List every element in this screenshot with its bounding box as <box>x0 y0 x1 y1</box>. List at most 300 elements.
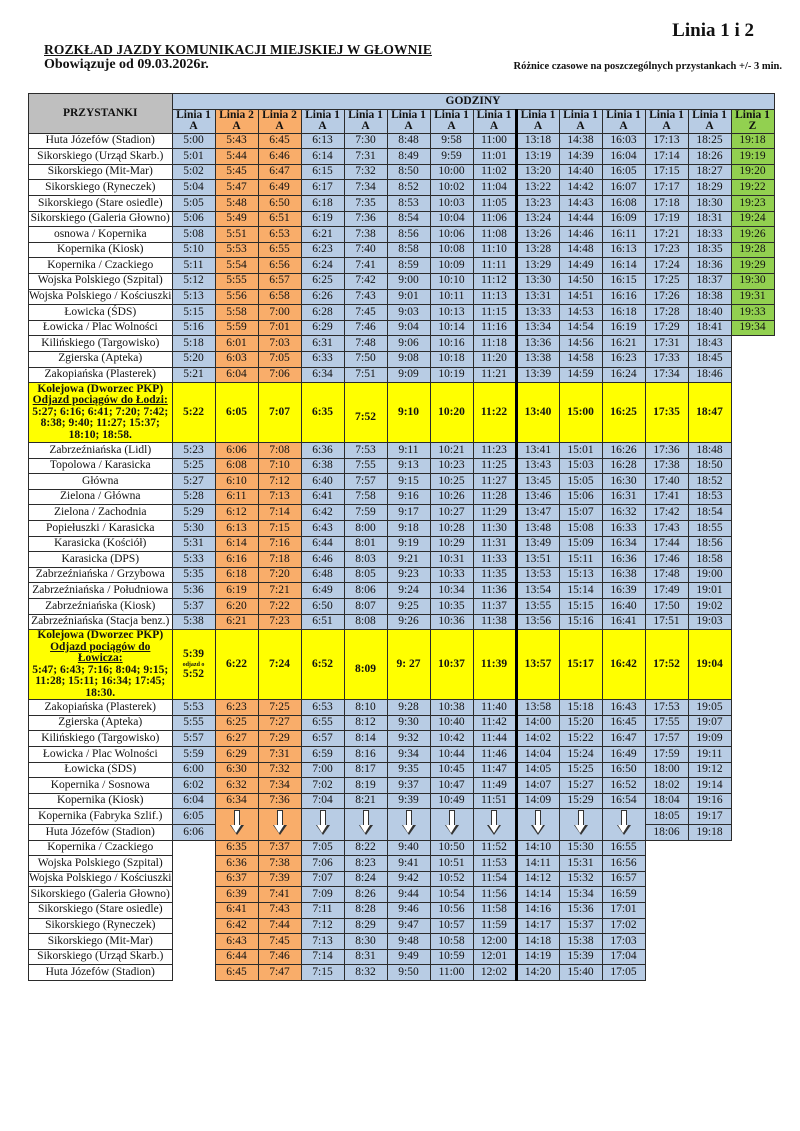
time-cell: 14:00 <box>516 715 559 731</box>
time-cell: 19:33 <box>731 305 774 321</box>
time-cell: 18:00 <box>645 762 688 778</box>
time-cell: 15:03 <box>559 458 602 474</box>
time-cell: 16:30 <box>602 474 645 490</box>
empty-cell <box>731 458 774 474</box>
time-cell: 8:06 <box>344 583 387 599</box>
time-cell: 17:50 <box>645 599 688 615</box>
time-cell: 6:50 <box>301 599 344 615</box>
empty-cell <box>172 871 215 887</box>
time-cell: 19:17 <box>688 809 731 825</box>
time-cell: 9:09 <box>387 367 430 383</box>
time-cell: 19:18 <box>731 133 774 149</box>
stop-name: Kilińskiego (Targowisko) <box>29 731 173 747</box>
time-cell: 14:19 <box>516 949 559 965</box>
table-row <box>29 536 775 552</box>
time-cell: 15:39 <box>559 949 602 965</box>
time-cell: 5:05 <box>172 195 215 211</box>
time-cell: 16:15 <box>602 273 645 289</box>
time-cell: 18:29 <box>688 180 731 196</box>
column-line-label: Linia 2 <box>262 108 297 121</box>
time-cell: 6:13 <box>215 521 258 537</box>
time-cell: 7:00 <box>258 305 301 321</box>
time-cell: 10:44 <box>430 747 473 763</box>
stop-name: Wojska Polskiego / Kościuszki <box>29 289 173 305</box>
column-variant-label: A <box>318 120 327 133</box>
column-variant-label: A <box>489 120 499 133</box>
time-cell: 6:19 <box>215 583 258 599</box>
time-cell: 9:04 <box>387 320 430 336</box>
time-cell: 9: 27 <box>387 630 430 700</box>
stop-name: osnowa / Kopernika <box>29 227 173 243</box>
empty-cell <box>731 614 774 630</box>
station-row <box>29 630 775 700</box>
time-cell: 19:04 <box>688 630 731 700</box>
time-cell: 13:41 <box>516 443 559 459</box>
time-cell: 6:46 <box>301 552 344 568</box>
time-cell: 7:46 <box>258 949 301 965</box>
stops-header: PRZYSTANKI <box>29 94 173 134</box>
time-cell: 17:02 <box>602 918 645 934</box>
time-cell: 7:43 <box>258 902 301 918</box>
time-cell: 7:15 <box>258 521 301 537</box>
time-cell: 7:40 <box>344 242 387 258</box>
time-cell: 6:15 <box>301 164 344 180</box>
time-cell: 7:48 <box>344 336 387 352</box>
time-cell: 8:50 <box>387 164 430 180</box>
stop-name: Zakopiańska (Plasterek) <box>29 700 173 716</box>
empty-cell <box>731 351 774 367</box>
time-cell: 5:55 <box>172 715 215 731</box>
departure-note: odjazd o <box>182 661 205 668</box>
time-cell: 8:26 <box>344 887 387 903</box>
stop-name: Huta Józefów (Stadion) <box>29 133 173 149</box>
empty-cell <box>731 965 774 981</box>
time-cell: 7:01 <box>258 320 301 336</box>
time-cell: 19:22 <box>731 180 774 196</box>
time-cell: 14:50 <box>559 273 602 289</box>
document-title: ROZKŁAD JAZDY KOMUNIKACJI MIEJSKIEJ W GŁOWNIE <box>44 42 432 57</box>
time-cell: 13:18 <box>516 133 559 149</box>
time-cell: 10:16 <box>430 336 473 352</box>
time-cell: 11:28 <box>473 489 516 505</box>
stop-name: Popiełuszki / Karasicka <box>29 521 173 537</box>
time-cell: 9:11 <box>387 443 430 459</box>
time-cell: 15:34 <box>559 887 602 903</box>
table-row <box>29 552 775 568</box>
time-cell: 11:54 <box>473 871 516 887</box>
time-cell: 7:23 <box>258 614 301 630</box>
time-cell: 11:47 <box>473 762 516 778</box>
time-cell: 6:01 <box>215 336 258 352</box>
time-cell: 19:03 <box>688 614 731 630</box>
time-cell: 16:39 <box>602 583 645 599</box>
time-cell: 11:18 <box>473 336 516 352</box>
time-cell: 15:00 <box>559 383 602 443</box>
time-cell: 9:59 <box>430 149 473 165</box>
stop-name: Sikorskiego (Ryneczek) <box>29 180 173 196</box>
time-cell: 17:29 <box>645 320 688 336</box>
column-variant-label: A <box>361 120 370 133</box>
time-cell: 9:23 <box>387 567 430 583</box>
time-cell: 14:16 <box>516 902 559 918</box>
time-cell: 6:19 <box>301 211 344 227</box>
empty-cell <box>688 871 731 887</box>
time-cell: 10:37 <box>430 630 473 700</box>
time-cell: 19:20 <box>731 164 774 180</box>
column-header <box>559 109 602 133</box>
time-cell: 10:26 <box>430 489 473 505</box>
time-cell: 13:56 <box>516 614 559 630</box>
time-cell: 13:33 <box>516 305 559 321</box>
empty-cell <box>731 778 774 794</box>
empty-cell <box>688 934 731 950</box>
column-header <box>172 109 215 133</box>
stop-name: Kopernika (Fabryka Szlif.) <box>29 809 173 825</box>
time-cell: 9:39 <box>387 793 430 809</box>
time-cell: 15:15 <box>559 599 602 615</box>
time-cell: 6:51 <box>258 211 301 227</box>
time-cell: 15:40 <box>559 965 602 981</box>
column-line-label: Linia 2 <box>219 108 254 121</box>
time-cell: 7:07 <box>258 383 301 443</box>
time-cell: 7:44 <box>258 918 301 934</box>
time-cell: 7:39 <box>258 871 301 887</box>
stop-name: Sikorskiego (Urząd Skarb.) <box>29 949 173 965</box>
time-cell: 17:31 <box>645 336 688 352</box>
stop-name: Kopernika / Czackiego <box>29 258 173 274</box>
empty-cell <box>688 918 731 934</box>
time-cell: 5:53 <box>172 700 215 716</box>
time-cell: 11:15 <box>473 305 516 321</box>
time-cell: 9:37 <box>387 778 430 794</box>
time-cell: 17:18 <box>645 195 688 211</box>
time-cell: 15:01 <box>559 443 602 459</box>
time-cell: 9:58 <box>430 133 473 149</box>
time-cell: 8:59 <box>387 258 430 274</box>
time-cell: 18:46 <box>688 367 731 383</box>
time-cell: 9:34 <box>387 747 430 763</box>
tolerance-note: Różnice czasowe na poszczególnych przystankach +/- 3 min. <box>513 61 782 72</box>
time-cell: 18:56 <box>688 536 731 552</box>
time-cell: 6:36 <box>215 856 258 872</box>
time-cell: 5:10 <box>172 242 215 258</box>
time-cell: 15:20 <box>559 715 602 731</box>
column-header <box>344 109 387 133</box>
time-cell: 10:06 <box>430 227 473 243</box>
time-cell: 6:16 <box>215 552 258 568</box>
time-cell: 18:58 <box>688 552 731 568</box>
time-cell: 6:55 <box>258 242 301 258</box>
time-cell: 11:31 <box>473 536 516 552</box>
empty-cell <box>731 793 774 809</box>
table-row <box>29 367 775 383</box>
time-cell: 7:05 <box>301 840 344 856</box>
time-cell: 19:09 <box>688 731 731 747</box>
time-cell: 17:52 <box>645 630 688 700</box>
stop-name: Sikorskiego (Mit-Mar) <box>29 934 173 950</box>
time-cell: 10:38 <box>430 700 473 716</box>
time-cell: 8:16 <box>344 747 387 763</box>
time-cell: 15:09 <box>559 536 602 552</box>
time-cell: 10:23 <box>430 458 473 474</box>
time-cell: 6:17 <box>301 180 344 196</box>
continues-arrow-cell <box>559 809 602 840</box>
time-cell: 7:05 <box>258 351 301 367</box>
column-line-label: Linia 1 <box>649 108 684 121</box>
time-cell: 16:05 <box>602 164 645 180</box>
time-cell: 13:22 <box>516 180 559 196</box>
column-variant-label: A <box>275 120 284 133</box>
time-cell: 11:49 <box>473 778 516 794</box>
stop-name: Kolejowa (Dworzec PKP) <box>37 629 164 642</box>
empty-cell <box>688 887 731 903</box>
time-cell: 8:28 <box>344 902 387 918</box>
time-cell: 6:23 <box>301 242 344 258</box>
time-cell: 11:29 <box>473 505 516 521</box>
empty-cell <box>645 856 688 872</box>
empty-cell <box>731 949 774 965</box>
station-row <box>29 383 775 443</box>
arrival-time: 5:39 <box>182 648 205 661</box>
time-cell: 18:33 <box>688 227 731 243</box>
time-cell: 8:10 <box>344 700 387 716</box>
time-cell: 7:14 <box>258 505 301 521</box>
stop-name: Huta Józefów (Stadion) <box>29 824 173 840</box>
down-arrow-icon <box>402 810 416 836</box>
column-header <box>688 109 731 133</box>
continues-arrow-cell <box>516 809 559 840</box>
stop-name: Sikorskiego (Stare osiedle) <box>29 902 173 918</box>
time-cell: 16:26 <box>602 443 645 459</box>
train-departures-title: Odjazd pociągów do Łodzi: <box>32 394 168 407</box>
time-cell: 11:10 <box>473 242 516 258</box>
time-cell: 13:36 <box>516 336 559 352</box>
time-cell: 8:49 <box>387 149 430 165</box>
time-cell: 5:20 <box>172 351 215 367</box>
time-cell: 5:59 <box>215 320 258 336</box>
time-cell: 14:14 <box>516 887 559 903</box>
time-cell: 6:23 <box>215 700 258 716</box>
time-cell: 6:06 <box>172 824 215 840</box>
time-cell: 5:44 <box>215 149 258 165</box>
column-header <box>731 109 774 133</box>
time-cell: 5:56 <box>215 289 258 305</box>
time-cell: 17:05 <box>602 965 645 981</box>
time-cell: 6:47 <box>258 164 301 180</box>
time-cell: 5:43 <box>215 133 258 149</box>
time-cell: 5:49 <box>215 211 258 227</box>
continues-arrow-cell <box>258 809 301 840</box>
time-cell: 13:48 <box>516 521 559 537</box>
time-cell: 15:18 <box>559 700 602 716</box>
column-variant-label: A <box>404 120 413 133</box>
time-cell: 9:46 <box>387 902 430 918</box>
empty-cell <box>688 965 731 981</box>
table-row <box>29 195 775 211</box>
time-cell: 14:39 <box>559 149 602 165</box>
empty-cell <box>731 567 774 583</box>
column-header <box>645 109 688 133</box>
time-cell: 12:01 <box>473 949 516 965</box>
time-cell: 5:36 <box>172 583 215 599</box>
column-line-label: Linia 1 <box>391 108 426 121</box>
time-cell: 8:54 <box>387 211 430 227</box>
time-cell: 10:10 <box>430 273 473 289</box>
time-cell: 6:32 <box>215 778 258 794</box>
table-row <box>29 351 775 367</box>
time-cell: 9:21 <box>387 552 430 568</box>
time-cell: 7:06 <box>258 367 301 383</box>
time-cell: 15:22 <box>559 731 602 747</box>
station-stop-cell <box>29 630 173 700</box>
time-cell: 18:06 <box>645 824 688 840</box>
time-cell: 13:28 <box>516 242 559 258</box>
time-cell: 6:46 <box>258 149 301 165</box>
time-cell: 16:40 <box>602 599 645 615</box>
stop-name: Huta Józefów (Stadion) <box>29 965 173 981</box>
table-row <box>29 934 775 950</box>
time-cell: 6:57 <box>258 273 301 289</box>
time-cell: 18:40 <box>688 305 731 321</box>
time-cell: 7:41 <box>344 258 387 274</box>
time-cell: 7:21 <box>258 583 301 599</box>
time-cell: 6:30 <box>215 762 258 778</box>
time-cell: 6:51 <box>301 614 344 630</box>
time-cell: 10:50 <box>430 840 473 856</box>
time-cell: 7:04 <box>301 793 344 809</box>
time-cell: 18:04 <box>645 793 688 809</box>
time-cell: 16:04 <box>602 149 645 165</box>
time-cell: 15:38 <box>559 934 602 950</box>
empty-cell <box>731 474 774 490</box>
time-cell: 17:59 <box>645 747 688 763</box>
time-cell: 15:37 <box>559 918 602 934</box>
table-row <box>29 583 775 599</box>
time-cell: 7:03 <box>258 336 301 352</box>
time-cell: 7:34 <box>344 180 387 196</box>
empty-cell <box>731 809 774 825</box>
time-cell: 6:39 <box>215 887 258 903</box>
time-cell: 19:07 <box>688 715 731 731</box>
time-cell: 6:49 <box>258 180 301 196</box>
time-cell: 5:23 <box>172 443 215 459</box>
time-cell: 11:51 <box>473 793 516 809</box>
time-cell: 6:35 <box>215 840 258 856</box>
time-cell: 9:48 <box>387 934 430 950</box>
empty-cell <box>645 840 688 856</box>
time-cell: 6:31 <box>301 336 344 352</box>
empty-cell <box>645 965 688 981</box>
continues-arrow-cell <box>473 809 516 840</box>
time-cell: 16:24 <box>602 367 645 383</box>
column-line-label: Linia 1 <box>305 108 340 121</box>
time-cell: 16:36 <box>602 552 645 568</box>
time-cell: 13:20 <box>516 164 559 180</box>
time-cell: 16:56 <box>602 856 645 872</box>
time-cell: 7:37 <box>258 840 301 856</box>
time-cell: 14:17 <box>516 918 559 934</box>
stop-name: Karasicka (Kościół) <box>29 536 173 552</box>
time-cell: 11:21 <box>473 367 516 383</box>
stop-name: Zielona / Główna <box>29 489 173 505</box>
column-header <box>473 109 516 133</box>
stop-name: Zabrzeźniańska / Południowa <box>29 583 173 599</box>
time-cell: 17:14 <box>645 149 688 165</box>
empty-cell <box>731 599 774 615</box>
time-cell: 7:50 <box>344 351 387 367</box>
time-cell: 7:15 <box>301 965 344 981</box>
time-cell: 9:47 <box>387 918 430 934</box>
time-cell: 18:45 <box>688 351 731 367</box>
empty-cell <box>731 552 774 568</box>
column-line-label: Linia 1 <box>434 108 469 121</box>
time-cell: 10:04 <box>430 211 473 227</box>
time-cell: 6:37 <box>215 871 258 887</box>
time-cell: 6:35 <box>301 383 344 443</box>
time-cell: 18:47 <box>688 383 731 443</box>
stop-name: Zakopiańska (Plasterek) <box>29 367 173 383</box>
time-cell: 5:55 <box>215 273 258 289</box>
time-cell: 14:51 <box>559 289 602 305</box>
time-cell: 11:53 <box>473 856 516 872</box>
time-cell: 14:10 <box>516 840 559 856</box>
time-cell: 18:30 <box>688 195 731 211</box>
time-cell: 11:00 <box>473 133 516 149</box>
time-cell: 13:31 <box>516 289 559 305</box>
time-cell: 7:41 <box>258 887 301 903</box>
time-cell: 16:59 <box>602 887 645 903</box>
time-cell: 15:29 <box>559 793 602 809</box>
time-cell: 18:43 <box>688 336 731 352</box>
time-cell: 11:16 <box>473 320 516 336</box>
time-cell: 9:06 <box>387 336 430 352</box>
time-cell: 13:49 <box>516 536 559 552</box>
timetable <box>28 93 775 981</box>
time-cell: 6:29 <box>215 747 258 763</box>
empty-cell <box>172 949 215 965</box>
time-cell: 15:06 <box>559 489 602 505</box>
time-cell: 6:08 <box>215 458 258 474</box>
time-cell: 7:12 <box>258 474 301 490</box>
time-cell: 6:06 <box>215 443 258 459</box>
time-cell: 17:42 <box>645 505 688 521</box>
time-cell: 9:24 <box>387 583 430 599</box>
empty-cell <box>731 902 774 918</box>
time-cell: 13:43 <box>516 458 559 474</box>
time-cell: 5:30 <box>172 521 215 537</box>
time-cell: 7:13 <box>301 934 344 950</box>
time-cell: 11:52 <box>473 840 516 856</box>
time-cell: 11:01 <box>473 149 516 165</box>
empty-cell <box>172 902 215 918</box>
time-cell: 6:36 <box>301 443 344 459</box>
time-cell: 19:19 <box>731 149 774 165</box>
time-cell: 14:58 <box>559 351 602 367</box>
time-cell: 13:53 <box>516 567 559 583</box>
table-row <box>29 289 775 305</box>
time-cell: 14:04 <box>516 747 559 763</box>
time-cell: 8:19 <box>344 778 387 794</box>
time-cell: 17:43 <box>645 521 688 537</box>
time-cell: 13:58 <box>516 700 559 716</box>
time-cell: 6:57 <box>301 731 344 747</box>
empty-cell <box>688 856 731 872</box>
valid-from-date: Obowiązuje od 09.03.2026r. <box>44 57 209 72</box>
time-cell: 18:25 <box>688 133 731 149</box>
time-cell: 17:24 <box>645 258 688 274</box>
column-variant-label: A <box>232 120 241 133</box>
time-cell: 8:53 <box>387 195 430 211</box>
